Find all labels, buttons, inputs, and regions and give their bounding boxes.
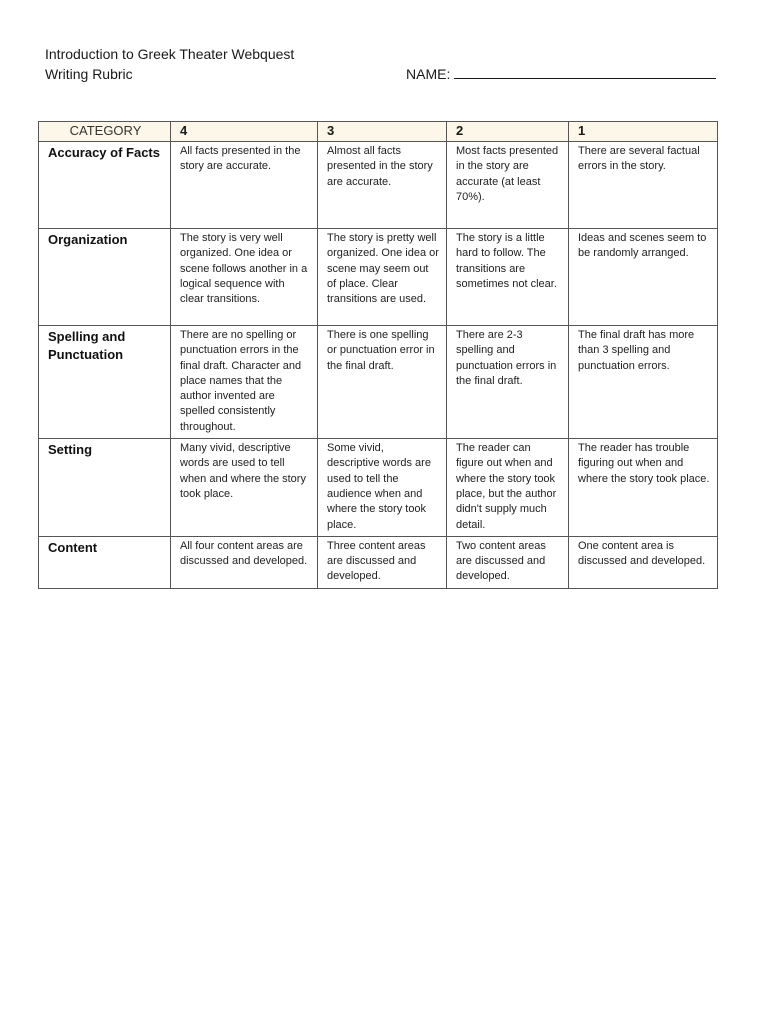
document-title: Introduction to Greek Theater Webquest <box>45 46 295 62</box>
name-field[interactable] <box>406 64 716 84</box>
name-label: NAME: <box>406 66 451 82</box>
criteria-cell: All facts presented in the story are accurate. <box>171 142 318 229</box>
criteria-cell: One content area is discussed and developed. <box>569 536 718 588</box>
criteria-cell: The reader has trouble figuring out when and where the story took place. <box>569 439 718 537</box>
document-subtitle: Writing Rubric <box>45 66 133 82</box>
criteria-cell: The reader can figure out when and where the story took place, but the author didn't supply much detail. <box>447 439 569 537</box>
criteria-cell: The story is a little hard to follow. The transitions are sometimes not clear. <box>447 229 569 326</box>
rubric-row-spelling <box>39 326 718 439</box>
criteria-cell: All four content areas are discussed and developed. <box>171 536 318 588</box>
page-header <box>45 44 725 84</box>
criteria-cell: The final draft has more than 3 spelling and punctuation errors. <box>569 326 718 439</box>
column-header-score-3: 3 <box>318 122 447 142</box>
category-cell: Accuracy of Facts <box>39 142 171 229</box>
criteria-cell: Two content areas are discussed and developed. <box>447 536 569 588</box>
criteria-cell: There are no spelling or punctuation errors in the final draft. Character and place names that the author invented are spelled consistently throughout. <box>171 326 318 439</box>
category-cell: Spelling and Punctuation <box>39 326 171 439</box>
column-header-category: CATEGORY <box>39 122 171 142</box>
criteria-cell: There are 2-3 spelling and punctuation errors in the final draft. <box>447 326 569 439</box>
criteria-cell: Most facts presented in the story are accurate (at least 70%). <box>447 142 569 229</box>
criteria-cell: Ideas and scenes seem to be randomly arranged. <box>569 229 718 326</box>
rubric-row-organization <box>39 229 718 326</box>
column-header-score-4: 4 <box>171 122 318 142</box>
criteria-cell: Three content areas are discussed and developed. <box>318 536 447 588</box>
rubric-row-content <box>39 536 718 588</box>
criteria-cell: The story is very well organized. One idea or scene follows another in a logical sequence with clear transitions. <box>171 229 318 326</box>
criteria-cell: There is one spelling or punctuation error in the final draft. <box>318 326 447 439</box>
category-cell: Organization <box>39 229 171 326</box>
column-header-score-1: 1 <box>569 122 718 142</box>
category-cell: Content <box>39 536 171 588</box>
criteria-cell: There are several factual errors in the story. <box>569 142 718 229</box>
rubric-row-accuracy <box>39 142 718 229</box>
criteria-cell: The story is pretty well organized. One idea or scene may seem out of place. Clear transitions are used. <box>318 229 447 326</box>
category-cell: Setting <box>39 439 171 537</box>
name-blank-line[interactable] <box>454 64 716 79</box>
criteria-cell: Many vivid, descriptive words are used to tell when and where the story took place. <box>171 439 318 537</box>
rubric-row-setting <box>39 439 718 537</box>
rubric-table <box>38 121 718 589</box>
criteria-cell: Some vivid, descriptive words are used to tell the audience when and where the story took place. <box>318 439 447 537</box>
column-header-score-2: 2 <box>447 122 569 142</box>
rubric-header-row <box>39 122 718 142</box>
header-second-line <box>45 64 725 84</box>
criteria-cell: Almost all facts presented in the story are accurate. <box>318 142 447 229</box>
